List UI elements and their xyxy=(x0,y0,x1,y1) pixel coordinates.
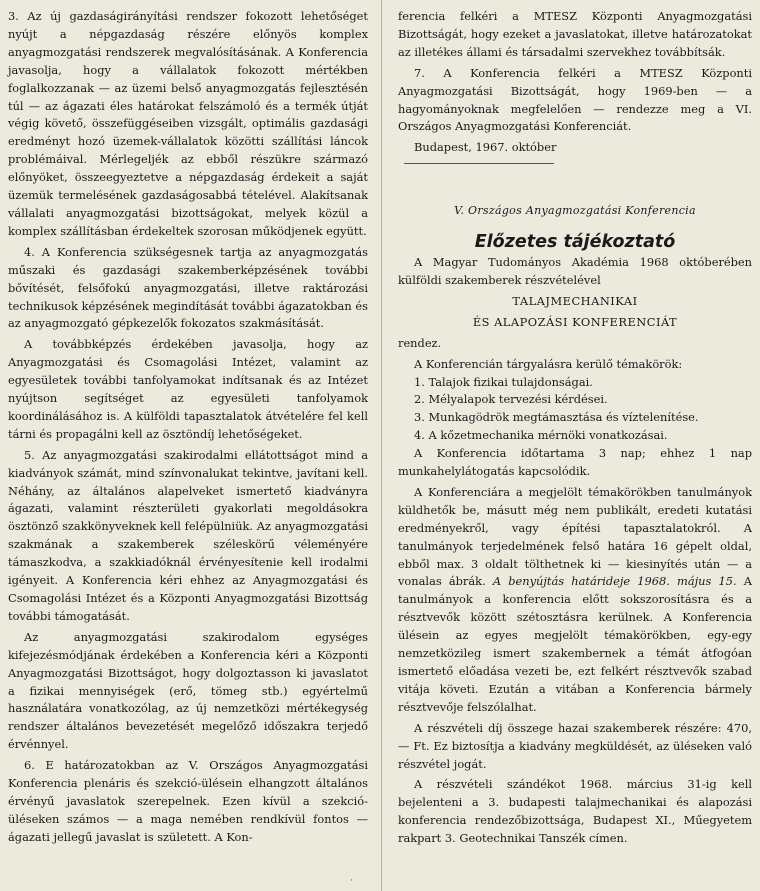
list-item: 1. Talajok fizikai tulajdonságai. xyxy=(414,374,593,389)
paragraph-training: A továbbképzés érdekében javasolja, hogy az Anyagmozgatási és Csomagolási Intézet, valamint az egyesületek további tanfolyamokat indítsanak és az Intézet nyújtson segítséget az egyesületi tanfolyamok koordinálásához is. A külföldi tapasztalatok átvételére fel kell tárni és propagálni kell az ösztöndíj lehetőségeket. xyxy=(8,337,368,441)
paragraph-point-5: 5. Az anyagmozgatási szakirodalmi ellátottságot mind a kiadványok számát, mind színvonalukat tekintve, javítani kell. Néhány, az általános alapelveket ismertető kiadványra ágazati, valamint részterületi gyakorlati megoldásokra ösztönző szakkönyveknek kell felépülniük. Az anyagmozgatási szakmának a szakemberek széleskörű véleményére támaszkodva, a szakkiadóknál érvényesítenie kell irodalmi igényeit. A Konferencia kéri ehhez az Anyagmozgatási és Csomagolási Intézet és a Központi Anyagmozgatási Bizottság további támogatását. xyxy=(8,447,368,623)
announcement-title: Előzetes tájékoztató xyxy=(474,232,676,253)
column-divider xyxy=(381,0,382,891)
list-item: 2. Mélyalapok tervezési kérdései. xyxy=(414,392,608,407)
left-column xyxy=(8,8,368,847)
list-item: 3. Munkagödrök megtámasztása és víztelenítése. xyxy=(414,410,699,425)
event-name-line-2: ÉS ALAPOZÁSI KONFERENCIÁT xyxy=(472,314,678,329)
paragraph-point-3: 3. Az új gazdaságirányítási rendszer fokozott lehetőséget nyújt a népgazdaság részére előnyös komplex anyagmozgatási rendszerek megvalósításának. A Konferencia javasolja, hogy a vállalatok fokozott mértékben foglalkozzanak — az üzemi belső anyagmozgatás fejlesztésén túl — az ágazati éles határokat felszámoló és a termék útját végig követő, összefüggéseiben vizsgált, optimális gazdasági eredményt hozó üzemek-vállalatok közötti szállítási láncok problémáival. Mérlegeljék az ebből részükre származó előnyöket, összeegyeztetve a népgazdaság érdekeit a saját üzemük termelésének gazdaságosabbá tételével. Alakítsanak vállalati anyagmozgatási bizottságokat, melyek közül a komplex szállításban érdekeltek szorosan működjenek együtt. xyxy=(8,9,368,238)
paragraph-point-7: 7. A Konferencia felkéri a MTESZ Központi Anyagmozgatási Bizottságát, hogy 1969-ben — a hagyományoknak megfelelően — rendezze meg a VI. Országos Anyagmozgatási Konferenciát. xyxy=(398,65,752,134)
announcement-intro: A Magyar Tudományos Akadémia 1968 októberében külföldi szakemberek részvételével xyxy=(398,255,752,287)
duration-text: A Konferencia időtartama 3 nap; ehhez 1 nap munkahelylátogatás kapcsolódik. xyxy=(398,446,752,479)
topics-list xyxy=(398,374,752,446)
topics-intro: A Konferencián tárgyalásra kerülő témakörök: xyxy=(414,356,683,371)
right-column xyxy=(398,8,752,848)
page-footer-mark: · xyxy=(350,876,353,886)
paragraph-point-6: 6. E határozatokban az V. Országos Anyagmozgatási Konferencia plenáris és szekció-ülésein elhangzott általános érvényű javaslatok szerepelnek. Ezen kívül a szekció-üléseken számos — a maga nemében rendkívül fontos — ágazati jellegű javaslat is született. A Kon- xyxy=(8,758,368,844)
event-name-line-1: TALAJMECHANIKAI xyxy=(512,293,638,308)
registration-text: A részvételi szándékot 1968. március 31-ig kell bejelenteni a 3. budapesti talajmechanikai és alapozási konferencia rendezőbizottsága, Budapest XI., Műegyetem rakpart 3. Geotechnikai Tanszék címen. xyxy=(398,777,752,846)
papers-part-2: A tanulmányok a konferencia előtt sokszorosításra és a résztvevők között szétosztásra kerülnek. A Konferencia ülésein az egyes megjelölt témakörökben, egy-egy nemzetközileg ismert szakembernek a témát átfogóan ismertető előadása vezeti be, ezt felkért résztvevők szabad vitája követi. Ezután a vitában a Konferencia bármely résztvevője felszólalhat. xyxy=(398,574,752,714)
paragraph-continuation: ferencia felkéri a MTESZ Központi Anyagmozgatási Bizottságát, hogy ezeket a javaslatokat, illetve határozatokat az illetékes állami és társadalmi szervekhez továbbítsák. xyxy=(398,9,752,59)
closing-rule xyxy=(404,163,554,164)
paragraph-terminology: Az anyagmozgatási szakirodalom egységes kifejezésmódjának érdekében a Konferencia kéri a Központi Anyagmozgatási Bizottságot, hogy dolgoztasson ki javaslatot a fizikai mennyiségek (erő, tömeg stb.) egyértelmű használatára vonatkozólag, az új nemzetközi mértékegység rendszer általános bevezetését megelőző időszakra terjedő érvénnyel. xyxy=(8,629,368,752)
fee-text: A részvételi díj összege hazai szakemberek részére: 470,— Ft. Ez biztosítja a kiadvány megküldését, az üléseken való részvétel jogát. xyxy=(398,720,752,771)
list-item: 4. A kőzetmechanika mérnöki vonatkozásai. xyxy=(414,428,668,443)
deadline-text: A benyújtás határideje 1968. május 15. xyxy=(492,574,737,589)
paragraph-point-4: 4. A Konferencia szükségesnek tartja az anyagmozgatás műszaki és gazdasági szakemberképzésének további bővítését, felsőfokú anyagmozgatási, illetve raktározási technikusok képzésének megindítását további ágazatokban és az anyagmozgató gépkezelők fokozatos szakmásítását. xyxy=(8,244,368,331)
rendez-text: rendez. xyxy=(398,335,442,350)
papers-part-1: A Konferenciára a megjelölt témakörökben tanulmányok küldhetők be, másutt még nem publikált, eredeti kutatási eredményekről, vagy építési tapasztalatokról. A tanulmányok terjedelmének felső határa 16 gépelt oldal, ebből max. 3 oldalt tölthetnek ki — kiesinyítés után — a vonalas ábrák. xyxy=(398,484,752,589)
place-date: Budapest, 1967. október xyxy=(414,140,557,155)
section-heading: V. Országos Anyagmozgatási Konferencia xyxy=(454,204,696,218)
papers-text xyxy=(398,484,752,717)
